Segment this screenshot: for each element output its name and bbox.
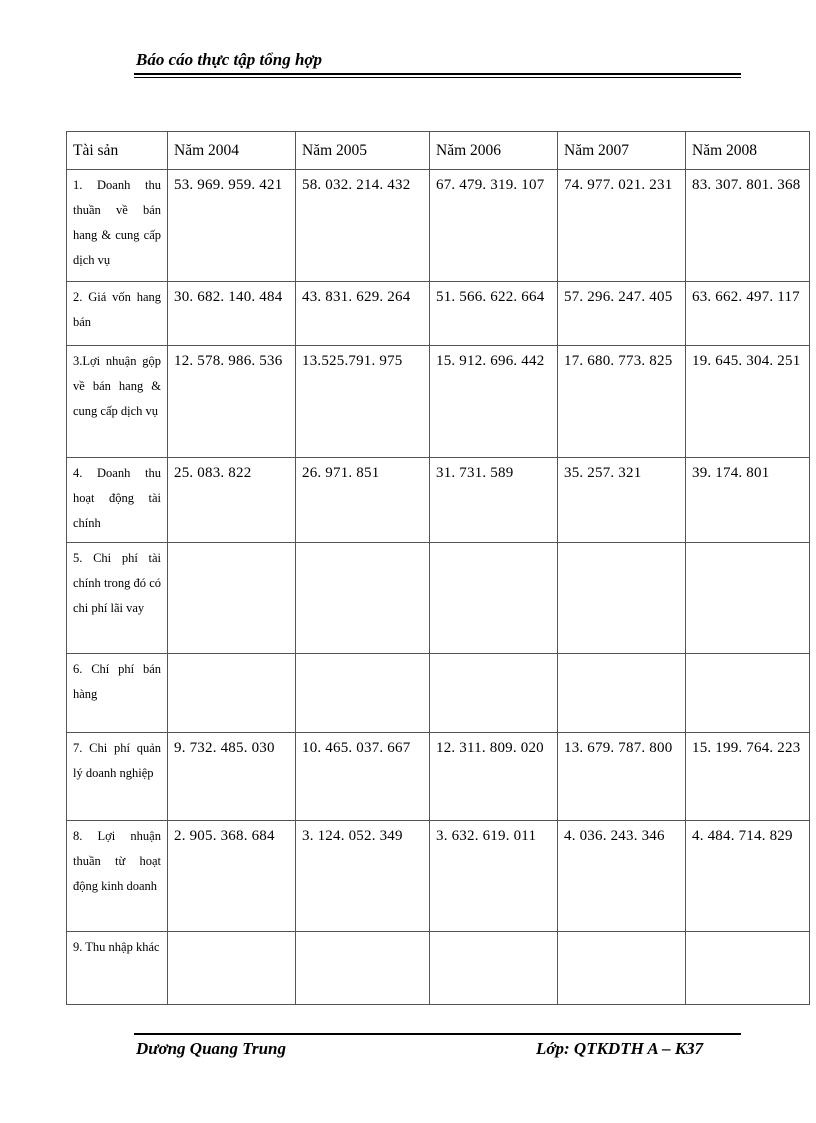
footer-author: Dương Quang Trung — [136, 1039, 287, 1058]
table-cell — [558, 543, 686, 654]
table-row — [67, 543, 810, 654]
footer-rule — [134, 1033, 741, 1035]
page-header-title: Báo cáo thực tập tổng hợp — [136, 50, 323, 69]
table-cell: 39. 174. 801 — [686, 458, 810, 543]
row-label: 8. Lợi nhuận thuần từ hoạt động kinh doanh — [67, 821, 168, 932]
table-cell: 51. 566. 622. 664 — [430, 282, 558, 346]
column-header: Năm 2004 — [168, 132, 296, 170]
column-header: Tài sản — [67, 132, 168, 170]
table-row — [67, 458, 810, 543]
table-cell: 4. 036. 243. 346 — [558, 821, 686, 932]
table-cell: 17. 680. 773. 825 — [558, 346, 686, 458]
table-cell: 10. 465. 037. 667 — [296, 733, 430, 821]
table-cell: 12. 578. 986. 536 — [168, 346, 296, 458]
column-header: Năm 2006 — [430, 132, 558, 170]
header-rule-thin — [134, 77, 741, 78]
row-label: 4. Doanh thu hoạt động tài chính — [67, 458, 168, 543]
table-cell — [296, 654, 430, 733]
table-cell: 63. 662. 497. 117 — [686, 282, 810, 346]
table-cell: 26. 971. 851 — [296, 458, 430, 543]
table-row — [67, 282, 810, 346]
column-header: Năm 2008 — [686, 132, 810, 170]
table-cell: 12. 311. 809. 020 — [430, 733, 558, 821]
table-cell — [430, 932, 558, 1005]
table-cell: 67. 479. 319. 107 — [430, 170, 558, 282]
table-cell — [168, 543, 296, 654]
table-cell: 57. 296. 247. 405 — [558, 282, 686, 346]
column-header: Năm 2007 — [558, 132, 686, 170]
table-cell — [558, 932, 686, 1005]
row-label: 5. Chi phí tài chính trong đó có chi phí lãi vay — [67, 543, 168, 654]
table-cell: 25. 083. 822 — [168, 458, 296, 543]
table-row — [67, 170, 810, 282]
table-cell: 74. 977. 021. 231 — [558, 170, 686, 282]
financial-table — [66, 131, 810, 1005]
table-cell: 3. 124. 052. 349 — [296, 821, 430, 932]
row-label: 3.Lợi nhuận gộp về bán hang & cung cấp dịch vụ — [67, 346, 168, 458]
table-cell: 58. 032. 214. 432 — [296, 170, 430, 282]
footer-class: Lớp: QTKDTH A – K37 — [536, 1039, 704, 1058]
table-cell: 15. 199. 764. 223 — [686, 733, 810, 821]
table-cell: 4. 484. 714. 829 — [686, 821, 810, 932]
table-cell — [296, 543, 430, 654]
row-label: 2. Giá vốn hang bán — [67, 282, 168, 346]
table-cell — [168, 932, 296, 1005]
column-header: Năm 2005 — [296, 132, 430, 170]
table-cell: 13. 679. 787. 800 — [558, 733, 686, 821]
table-cell: 83. 307. 801. 368 — [686, 170, 810, 282]
table-cell: 53. 969. 959. 421 — [168, 170, 296, 282]
table-cell: 3. 632. 619. 011 — [430, 821, 558, 932]
row-label: 7. Chi phí quản lý doanh nghiệp — [67, 733, 168, 821]
header-rule-thick — [134, 73, 741, 75]
table-cell: 15. 912. 696. 442 — [430, 346, 558, 458]
row-label: 9. Thu nhập khác — [67, 932, 168, 1005]
table-row — [67, 346, 810, 458]
table-row — [67, 932, 810, 1005]
table-cell — [686, 932, 810, 1005]
row-label: 1. Doanh thu thuần về bán hang & cung cấp dịch vụ — [67, 170, 168, 282]
table-row — [67, 654, 810, 733]
table-cell — [430, 543, 558, 654]
table-cell: 19. 645. 304. 251 — [686, 346, 810, 458]
table-cell: 31. 731. 589 — [430, 458, 558, 543]
table-cell: 35. 257. 321 — [558, 458, 686, 543]
table-cell: 2. 905. 368. 684 — [168, 821, 296, 932]
table-cell — [168, 654, 296, 733]
table-cell — [686, 654, 810, 733]
table-cell — [558, 654, 686, 733]
row-label: 6. Chí phí bán hàng — [67, 654, 168, 733]
table-row — [67, 821, 810, 932]
table-cell — [430, 654, 558, 733]
table-cell — [296, 932, 430, 1005]
table-cell: 30. 682. 140. 484 — [168, 282, 296, 346]
table-cell — [686, 543, 810, 654]
table-row — [67, 733, 810, 821]
table-cell: 43. 831. 629. 264 — [296, 282, 430, 346]
table-cell: 13.525.791. 975 — [296, 346, 430, 458]
table-cell: 9. 732. 485. 030 — [168, 733, 296, 821]
table-header-row — [67, 132, 810, 170]
